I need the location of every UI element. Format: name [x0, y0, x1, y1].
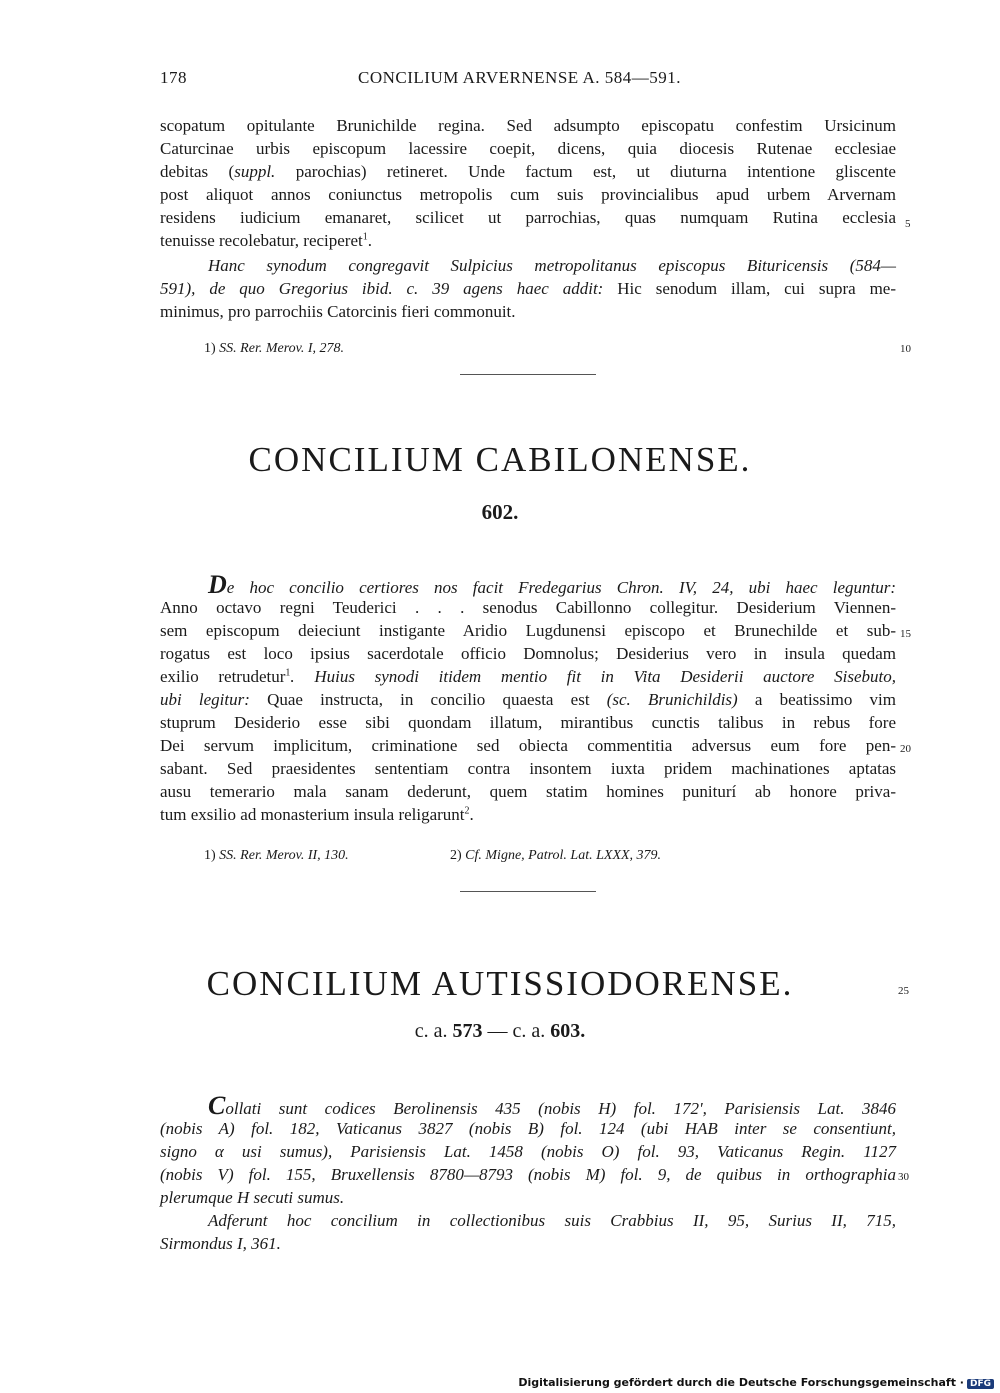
text-line: exilio retrudetur$^1$. Huius synodi itidem mentio fit in Vita Desiderii auctore Sisebuto, [160, 667, 896, 686]
text-line: sem episcopum deieciunt instigante Aridio Lugdunensi episcopo et Brunechilde et sub- [160, 621, 896, 640]
text-line: Caturcinae urbis episcopum lacessire coepit, dicens, quia diocesis Rutenae ecclesiae [160, 139, 896, 158]
section-title: CONCILIUM AUTISSIODORENSE. [206, 964, 794, 1003]
text-line: plerumque H secuti sumus. [160, 1188, 345, 1207]
text-line: residens iudicium emanaret, scilicet ut parrochias, quas numquam Rutina ecclesia [160, 208, 896, 227]
text-line: Hanc synodum congregavit Sulpicius metropolitanus episcopus Bituricensis (584— [208, 256, 896, 275]
divider [460, 891, 596, 892]
text-line: signo α usi sumus), Parisiensis Lat. 1458 (nobis O) fol. 93, Vaticanus Regin. 1127 [160, 1142, 896, 1161]
footnote: 2) Cf. Migne, Patrol. Lat. LXXX, 379. [450, 848, 662, 863]
line-number: 10 [900, 343, 911, 355]
line-number: 5 [905, 218, 911, 230]
text-line: 591), de quo Gregorius ibid. c. 39 agens haec addit: Hic senodum illam, cui supra me- [160, 279, 896, 298]
section-1-paragraph-2 [160, 254, 896, 323]
text-line: Anno octavo regni Teuderici . . . senodus Cabillonno collegitur. Desiderium Viennen- [160, 598, 896, 617]
text-line: post aliquot annos coniunctus metropolis cum suis provincialibus apud urbem Arvernam [160, 185, 896, 204]
digitization-credit: Digitalisierung gefördert durch die Deutsche Forschungsgemeinschaft · DFG [518, 1376, 994, 1389]
section-2-paragraph [160, 570, 896, 826]
section-date-range: c. a. 573 — c. a. 603. [414, 1020, 586, 1042]
divider [460, 374, 596, 375]
line-number: 20 [900, 743, 911, 755]
text-line: ausu temerario mala sanam dederunt, quem statim homines puniturí ab honore priva- [160, 782, 896, 801]
text-line: minimus, pro parrochiis Catorcinis fieri commonuit. [160, 302, 516, 321]
text-line: tum exsilio ad monasterium insula religarunt$^2$. [160, 805, 474, 824]
line-number: 30 [898, 1171, 909, 1183]
dfg-logo: DFG [967, 1379, 994, 1389]
text-line: ubi legitur: Quae instructa, in concilio quaesta est (sc. Brunichildis) a beatissimo vim [160, 690, 896, 709]
footnote: 1) SS. Rer. Merov. II, 130. [204, 848, 349, 863]
footnote-mark: 1 [362, 231, 368, 243]
line-number: 25 [898, 985, 909, 997]
text-line: sabant. Sed praesidentes sententiam contra insontem iuxta pridem machinationes aptatas [160, 759, 896, 778]
text-line: tenuisse recolebatur, reciperet$^1$. [160, 231, 372, 250]
section-title: CONCILIUM CABILONENSE. [248, 440, 752, 479]
text-line: Dei servum implicitum, criminatione sed obiecta commentitia adversus eum fore pen- [160, 736, 896, 755]
text-line: (nobis V) fol. 155, Bruxellensis 8780—8793 (nobis M) fol. 9, de quibus in orthographia [160, 1165, 896, 1184]
running-title: CONCILIUM ARVERNENSE A. 584—591. [358, 68, 682, 87]
initial-letter: D [208, 570, 227, 599]
text-line: Collati sunt codices Berolinensis 435 (nobis H) fol. 172', Parisiensis Lat. 3846 [208, 1091, 896, 1120]
text-line: De hoc concilio certiores nos facit Fredegarius Chron. IV, 24, ubi haec leguntur: [208, 570, 896, 599]
initial-letter: C [208, 1091, 226, 1120]
text-line: rogatus est loco ipsius sacerdotale officio Domnolus; Desiderius vero in insula quedam [160, 644, 896, 663]
text-line: scopatum opitulante Brunichilde regina. Sed adsumpto episcopatu confestim Ursicinum [160, 116, 896, 135]
text-line: (nobis A) fol. 182, Vaticanus 3827 (nobis B) fol. 124 (ubi HAB inter se consentiunt, [160, 1119, 896, 1138]
footnote: 1) SS. Rer. Merov. I, 278. [204, 341, 344, 356]
running-header [160, 68, 896, 90]
text-line: stuprum Desiderio esse sibi quondam illatum, mirantibus cunctis talibus in rebus fore [160, 713, 896, 732]
section-1-paragraph [160, 114, 896, 252]
page-number: 178 [160, 68, 187, 87]
text-line: Sirmondus I, 361. [160, 1234, 281, 1253]
text-line: debitas (suppl. parochias) retineret. Unde factum est, ut diuturna intentione gliscente [160, 162, 896, 181]
text-line: Adferunt hoc concilium in collectionibus suis Crabbius II, 95, Surius II, 715, [208, 1211, 896, 1230]
line-number: 15 [900, 628, 911, 640]
section-year: 602. [481, 500, 519, 524]
section-3-paragraph [160, 1091, 896, 1255]
